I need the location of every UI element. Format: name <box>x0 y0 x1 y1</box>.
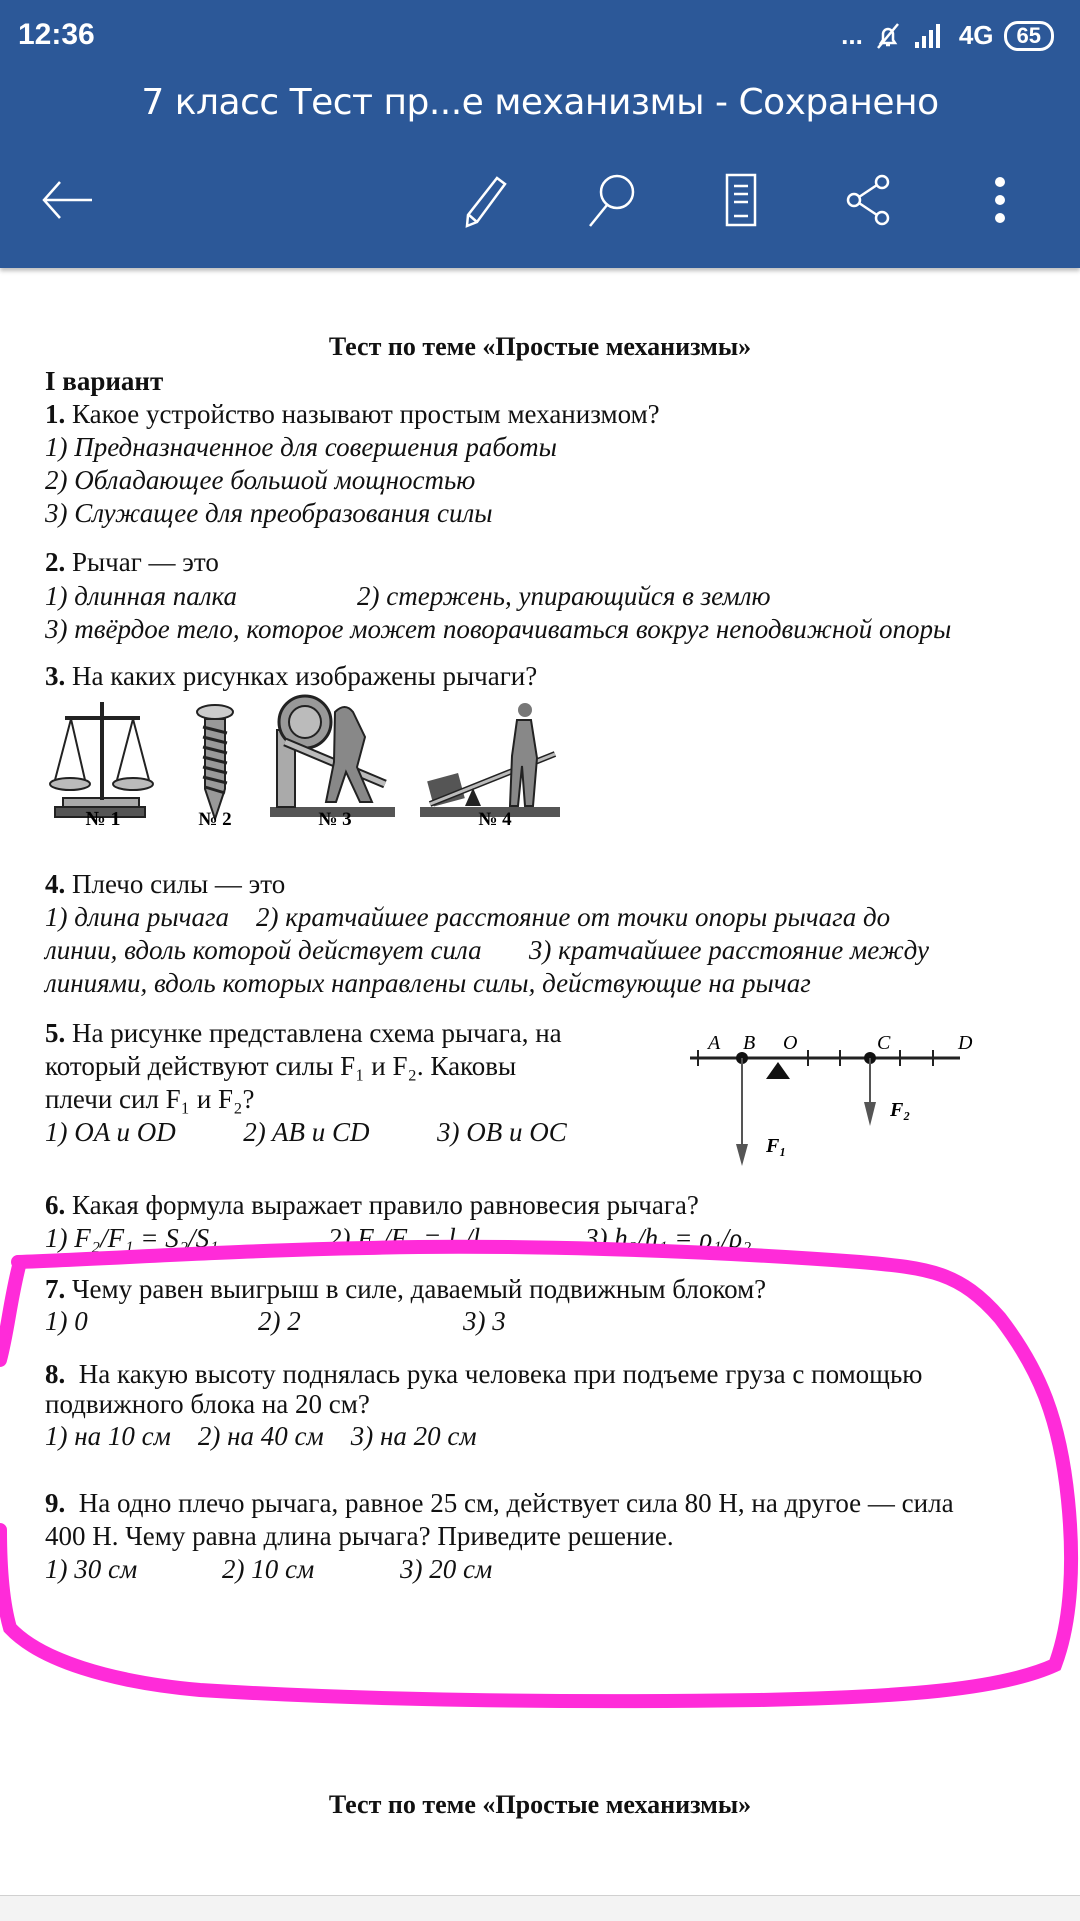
q9-option: 3) 20 см <box>400 1554 493 1584</box>
q4-line: линии, вдоль которой действует сила 3) кратчайшее расстояние между <box>45 935 929 965</box>
q-number: 1. <box>45 399 66 429</box>
q6-option: 1) F₂/F₁ = S₂/S₁ <box>45 1223 219 1253</box>
q6-option: 2) F₂/F₁ = l₁/l₂ <box>328 1223 490 1253</box>
q-text: Какая формула выражает правило равновесия рычага? <box>65 1190 699 1220</box>
q-text: На одно плечо рычага, равное 25 см, действует сила 80 Н, на другое — сила <box>65 1488 954 1518</box>
q-number: 2. <box>45 547 66 577</box>
bottom-bar <box>0 1895 1080 1921</box>
point-label: A <box>708 1032 721 1054</box>
q1-option: 1) Предназначенное для совершения работы <box>45 432 557 462</box>
point-label: B <box>743 1032 756 1054</box>
figure-caption: № 1 <box>85 808 121 830</box>
q-number: 7. <box>45 1274 66 1304</box>
point-label: D <box>958 1032 973 1054</box>
q2-option: 3) твёрдое тело, которое может поворачиваться вокруг неподвижной опоры <box>45 614 952 644</box>
more-notifications: ... <box>841 20 863 50</box>
document-title: 7 класс Тест пр...е механизмы - Сохранено <box>141 82 939 123</box>
test-title: Тест по теме «Простые механизмы» <box>328 332 752 361</box>
q8-line: подвижного блока на 20 см? <box>45 1389 370 1419</box>
point-label: C <box>877 1032 891 1054</box>
q5-line: плечи сил F₁ и F₂? <box>45 1084 255 1114</box>
q7-option: 3) 3 <box>463 1306 506 1336</box>
figure-caption: № 4 <box>478 809 512 830</box>
q2-option: 2) стержень, упирающийся в землю <box>357 581 771 611</box>
q-number: 3. <box>45 661 66 691</box>
q4-line: 1) длина рычага 2) кратчайшее расстояние от точки опоры рычага до <box>45 902 891 932</box>
force-label: F₂ <box>890 1099 911 1121</box>
q7-option: 2) 2 <box>258 1306 301 1336</box>
q-number: 9. <box>45 1488 66 1518</box>
q1-option: 3) Служащее для преобразования силы <box>45 498 493 528</box>
figure-caption: № 2 <box>198 809 232 830</box>
q-text: Плечо силы — это <box>65 869 286 899</box>
q5-options: 1) OA и OD 2) AB и CD 3) OB и OC <box>45 1117 567 1147</box>
q1-option: 2) Обладающее большой мощностью <box>45 465 476 495</box>
status-time: 12:36 <box>18 18 95 51</box>
q6-option: 3) h₂/h₁ = ρ₁/ρ₂ <box>585 1223 752 1253</box>
q9-option: 1) 30 см <box>45 1554 138 1584</box>
q-number: 5. <box>45 1018 66 1048</box>
q-number: 6. <box>45 1190 66 1220</box>
q-text: На рисунке представлена схема рычага, на <box>65 1018 562 1048</box>
point-label: O <box>783 1032 798 1054</box>
battery-indicator: 65 <box>1004 21 1054 51</box>
q8-options: 1) на 10 см 2) на 40 см 3) на 20 см <box>45 1421 477 1451</box>
q-text: Рычаг — это <box>65 547 219 577</box>
force-label: F₁ <box>766 1135 787 1157</box>
variant-heading: I вариант <box>45 366 164 396</box>
q-text: На какую высоту поднялась рука человека при подъеме груза с помощью <box>65 1359 923 1389</box>
q-number: 8. <box>45 1359 66 1389</box>
q5-line: который действуют силы F₁ и F₂. Каковы <box>45 1051 517 1081</box>
q-number: 4. <box>45 869 66 899</box>
q9-option: 2) 10 см <box>222 1554 315 1584</box>
q4-line: линиями, вдоль которых направлены силы, действующие на рычаг <box>45 968 811 998</box>
network-type: 4G <box>958 20 994 50</box>
next-test-title: Тест по теме «Простые механизмы» <box>328 1790 752 1819</box>
q7-option: 1) 0 <box>45 1306 88 1336</box>
q2-option: 1) длинная палка <box>45 581 237 611</box>
q-text: Чему равен выигрыш в силе, даваемый подвижным блоком? <box>65 1274 767 1304</box>
figure-caption: № 3 <box>318 809 352 830</box>
q-text: На каких рисунках изображены рычаги? <box>65 661 538 691</box>
q-text: Какое устройство называют простым механизмом? <box>65 399 660 429</box>
q9-line: 400 Н. Чему равна длина рычага? Приведите решение. <box>45 1521 674 1551</box>
